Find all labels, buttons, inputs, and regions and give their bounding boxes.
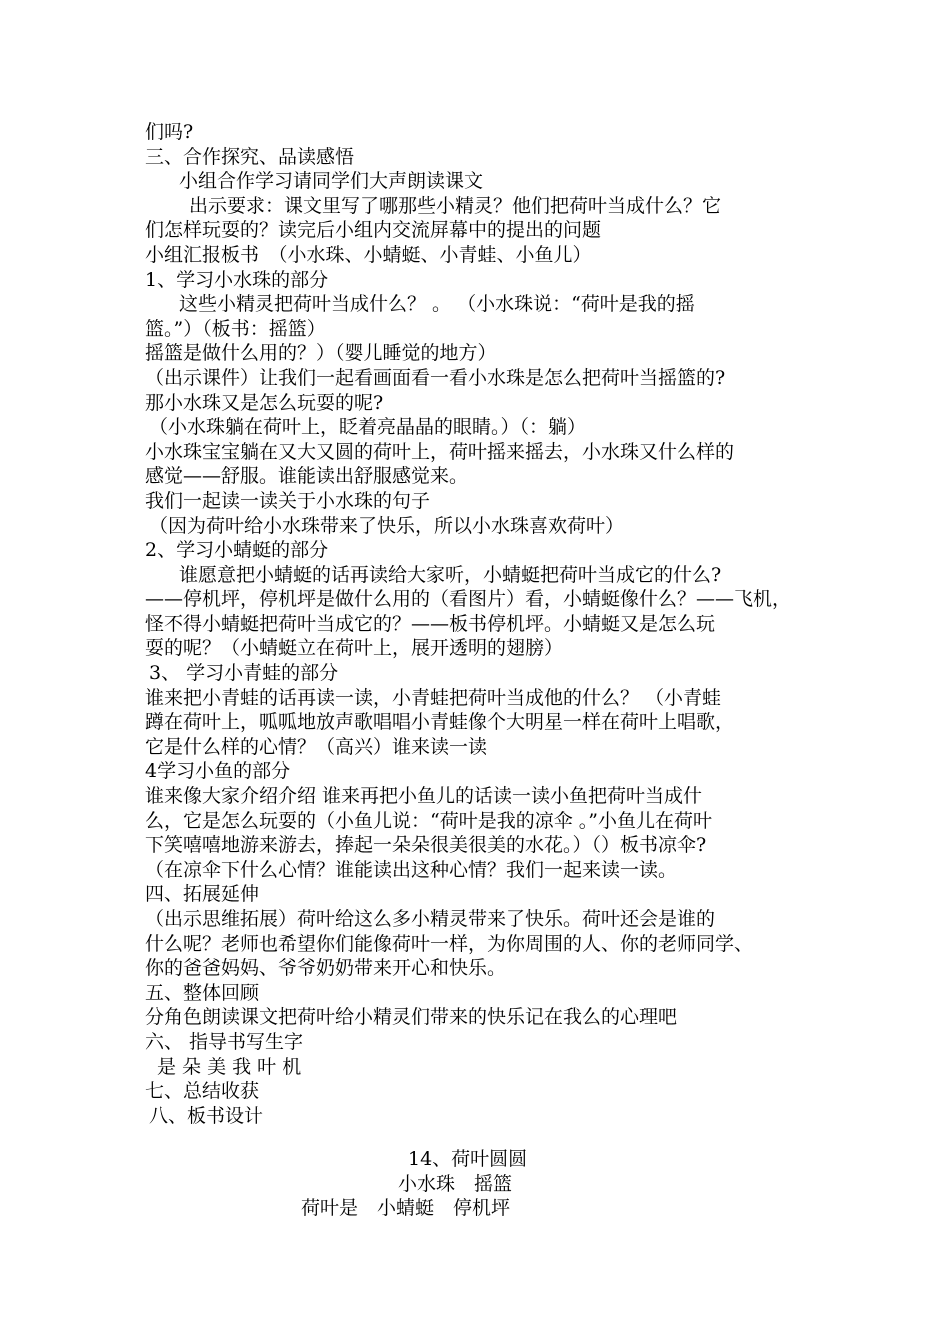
board-title: 14、荷叶圆圆 [408,1148,528,1170]
text-line: （在凉伞下什么心情？谁能读出这种心情？我们一起来读一读。 [145,858,678,881]
text-line: 这些小精灵把荷叶当成什么？ 。 （小水珠说：“荷叶是我的摇 [179,293,695,316]
text-line: 小水珠宝宝躺在又大又圆的荷叶上，荷叶摇来摇去，小水珠又什么样的 [145,440,735,463]
text-line: 分角色朗读课文把荷叶给小精灵们带来的快乐记在我么的心理吧 [145,1006,678,1029]
text-line: 摇篮是做什么用的？）（婴儿睡觉的地方） [145,342,497,365]
text-line: 蹲在荷叶上，呱呱地放声歌唱唱小青蛙像个大明星一样在荷叶上唱歌， [145,711,735,734]
text-line: （因为荷叶给小水珠带来了快乐，所以小水珠喜欢荷叶） [149,514,625,537]
section-heading: 三、合作探究、品读感悟 [145,145,355,168]
text-line: 小组汇报板书 （小水珠、小蜻蜓、小青蛙、小鱼儿） [145,243,592,266]
subsection-heading: 2、学习小蜻蜓的部分 [145,539,329,562]
subsection-heading: 1、学习小水珠的部分 [145,268,329,291]
subsection-heading: 4学习小鱼的部分 [145,760,291,783]
text-line: ——停机坪，停机坪是做什么用的（看图片）看，小蜻蜓像什么？——飞机， [145,588,792,611]
text-line: 我们一起读一读关于小水珠的句子 [145,489,431,512]
board-design [145,1147,825,1221]
section-heading: 六、 指导书写生字 [145,1030,304,1053]
text-line: 那小水珠又是怎么玩耍的呢? [145,391,384,414]
board-row: 小水珠 摇篮 [398,1172,513,1195]
section-heading: 七、总结收获 [145,1080,260,1103]
text-line: 小组合作学习请同学们大声朗读课文 [179,170,484,193]
text-line: 下笑嘻嘻地游来游去，捧起一朵朵很美很美的水花。）（）板书凉伞? [145,834,707,857]
board-row: 荷叶是 小蜻蜓 停机坪 [301,1197,511,1220]
section-heading: 八、板书设计 [149,1104,264,1127]
section-heading: 五、整体回顾 [145,981,260,1004]
text-line: 们吗? [145,121,194,143]
subsection-heading: 3、 学习小青蛙的部分 [149,662,339,685]
text-line: （出示课件）让我们一起看画面看一看小水珠是怎么把荷叶当摇篮的? [145,366,726,389]
text-line: 篮。”）（板书：摇篮） [145,317,326,340]
document-body [145,120,825,1128]
text-line: 谁来把小青蛙的话再读一读，小青蛙把荷叶当成他的什么？ （小青蛙 [145,686,722,709]
text-line: 你的爸爸妈妈、爷爷奶奶带来开心和快乐。 [145,957,507,980]
text-line: （小水珠躺在荷叶上，眨着亮晶晶的眼睛。）（：躺） [149,416,587,439]
text-line: 谁愿意把小蜻蜓的话再读给大家听，小蜻蜓把荷叶当成它的什么? [179,563,722,586]
text-line: 感觉——舒服。谁能读出舒服感觉来。 [145,465,469,488]
text-line: 出示要求：课文里写了哪那些小精灵？他们把荷叶当成什么？它 [189,194,722,217]
section-heading: 四、拓展延伸 [145,883,260,906]
text-line: （出示思维拓展）荷叶给这么多小精灵带来了快乐。荷叶还会是谁的 [145,908,716,930]
text-line: 它是什么样的心情？（高兴）谁来读一读 [145,735,488,758]
text-line: 谁来像大家介绍介绍 谁来再把小鱼儿的话读一读小鱼把荷叶当成什 [145,785,703,808]
text-line: 怪不得小蜻蜓把荷叶当成它的？——板书停机坪。小蜻蜓又是怎么玩 [145,612,716,635]
text-line: 是 朵 美 我 叶 机 [157,1055,302,1078]
text-line: 什么呢？老师也希望你们能像荷叶一样，为你周围的人、你的老师同学、 [145,932,754,955]
text-line: 耍的呢？（小蜻蜓立在荷叶上，展开透明的翅膀） [145,637,564,660]
text-line: 们怎样玩耍的？读完后小组内交流屏幕中的提出的问题 [145,219,602,242]
text-line: 么，它是怎么玩耍的（小鱼儿说：“荷叶是我的凉伞 。”小鱼儿在荷叶 [145,809,712,832]
